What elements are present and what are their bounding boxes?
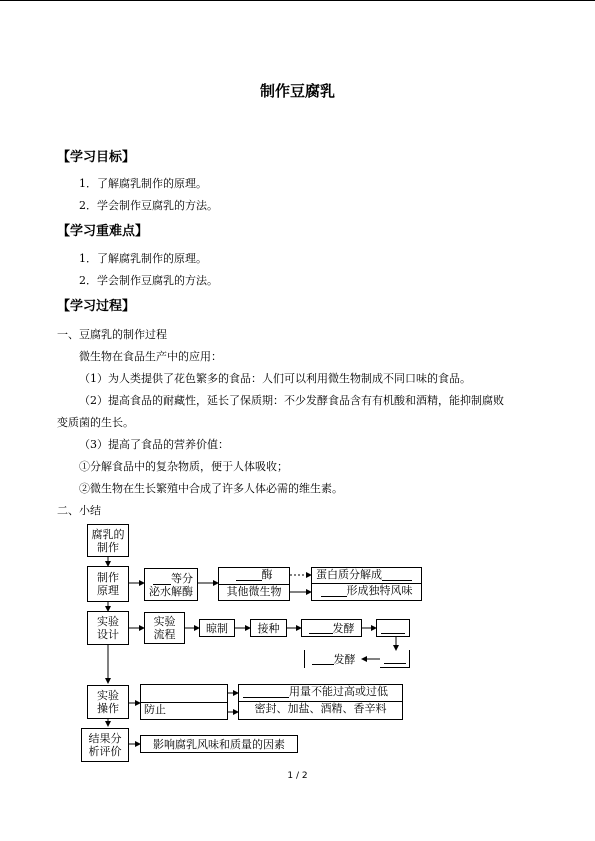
body-line: （1）为人类提供了花色繁多的食品：人们可以利用微生物制成不同口味的食品。 — [79, 372, 471, 385]
node-text: 操作 — [97, 702, 119, 715]
node-text: 发酵 — [332, 621, 355, 635]
blank — [236, 570, 262, 581]
node-principle — [87, 566, 129, 602]
node-blank-a — [376, 619, 410, 637]
node-text: 等分 — [171, 571, 193, 585]
node-text: 发酵 — [333, 652, 356, 666]
node-operation — [87, 685, 129, 719]
node-inoculate: 接种 — [250, 619, 287, 637]
node-text: 酶 — [261, 568, 273, 581]
body-line: ②微生物在生长繁殖中合成了许多人体必需的维生素。 — [79, 482, 343, 495]
process-heading: 【学习过程】 — [57, 299, 136, 314]
node-ferment2 — [304, 650, 362, 668]
key-item: 2．学会制作豆腐乳的方法。 — [79, 274, 218, 287]
node-text: 实验 — [97, 689, 119, 702]
body-line: 变质菌的生长。 — [57, 416, 134, 429]
node-text: 结果分 — [88, 732, 122, 745]
node-ferment1 — [301, 619, 362, 637]
node-text: 泌水解酶 — [149, 584, 193, 598]
key-heading: 【学习重难点】 — [57, 224, 149, 239]
node-text: 腐乳的 — [91, 527, 125, 541]
node-cure: 晾制 — [199, 619, 235, 637]
node-op-left — [140, 684, 228, 720]
node-results — [311, 567, 422, 601]
blank — [243, 687, 289, 698]
body-line: 微生物在食品生产中的应用： — [79, 350, 222, 363]
node-text: 制作 — [97, 571, 119, 584]
node-text: 设计 — [97, 628, 119, 641]
node-text: 用量不能过高或过低 — [289, 685, 388, 698]
goals-heading: 【学习目标】 — [57, 150, 136, 165]
node-evaluate — [81, 728, 129, 762]
node-op-right — [238, 684, 403, 720]
node-text: 原理 — [97, 584, 119, 597]
node-flow — [144, 612, 185, 644]
node-text: 实验 — [153, 615, 176, 628]
page-title: 制作豆腐乳 — [259, 82, 335, 100]
blank — [312, 654, 334, 665]
node-text: 析评价 — [88, 745, 122, 758]
node-mold — [144, 568, 198, 601]
node-root — [87, 524, 129, 557]
body-line: （3）提高了食品的营养价值： — [79, 438, 229, 451]
node-text: 流程 — [153, 628, 176, 641]
node-design — [87, 611, 129, 645]
node-text: 形成独特风味 — [346, 584, 413, 597]
page-number: 1 / 2 — [287, 771, 308, 781]
blank — [321, 586, 347, 597]
node-text: 密封、加盐、酒精、香辛料 — [254, 702, 387, 715]
key-item: 1．了解腐乳制作的原理。 — [79, 252, 207, 265]
body-line: ①分解食品中的复杂物质，便于人体吸收； — [79, 460, 288, 473]
blank — [382, 570, 412, 581]
blank — [309, 623, 333, 634]
node-text: 蛋白质分解成 — [316, 568, 382, 581]
node-text: 其他微生物 — [226, 584, 282, 598]
body-line: 一、豆腐乳的制作过程 — [57, 328, 167, 341]
blank — [384, 653, 406, 664]
blank — [381, 623, 405, 634]
node-text: 防止 — [144, 702, 166, 716]
blank — [153, 574, 171, 585]
node-blank-b — [380, 650, 410, 668]
goal-item: 1．了解腐乳制作的原理。 — [79, 177, 207, 190]
node-text: 制作 — [97, 540, 119, 554]
node-enzymes — [218, 567, 290, 601]
node-influence: 影响腐乳风味和质量的因素 — [140, 735, 298, 753]
node-text: 实验 — [97, 615, 119, 628]
body-line: 二、小结 — [57, 504, 101, 517]
goal-item: 2．学会制作豆腐乳的方法。 — [79, 199, 218, 212]
body-line: （2）提高食品的耐藏性，延长了保质期：不少发酵食品含有有机酸和酒精，能抑制腐败 — [79, 394, 504, 407]
